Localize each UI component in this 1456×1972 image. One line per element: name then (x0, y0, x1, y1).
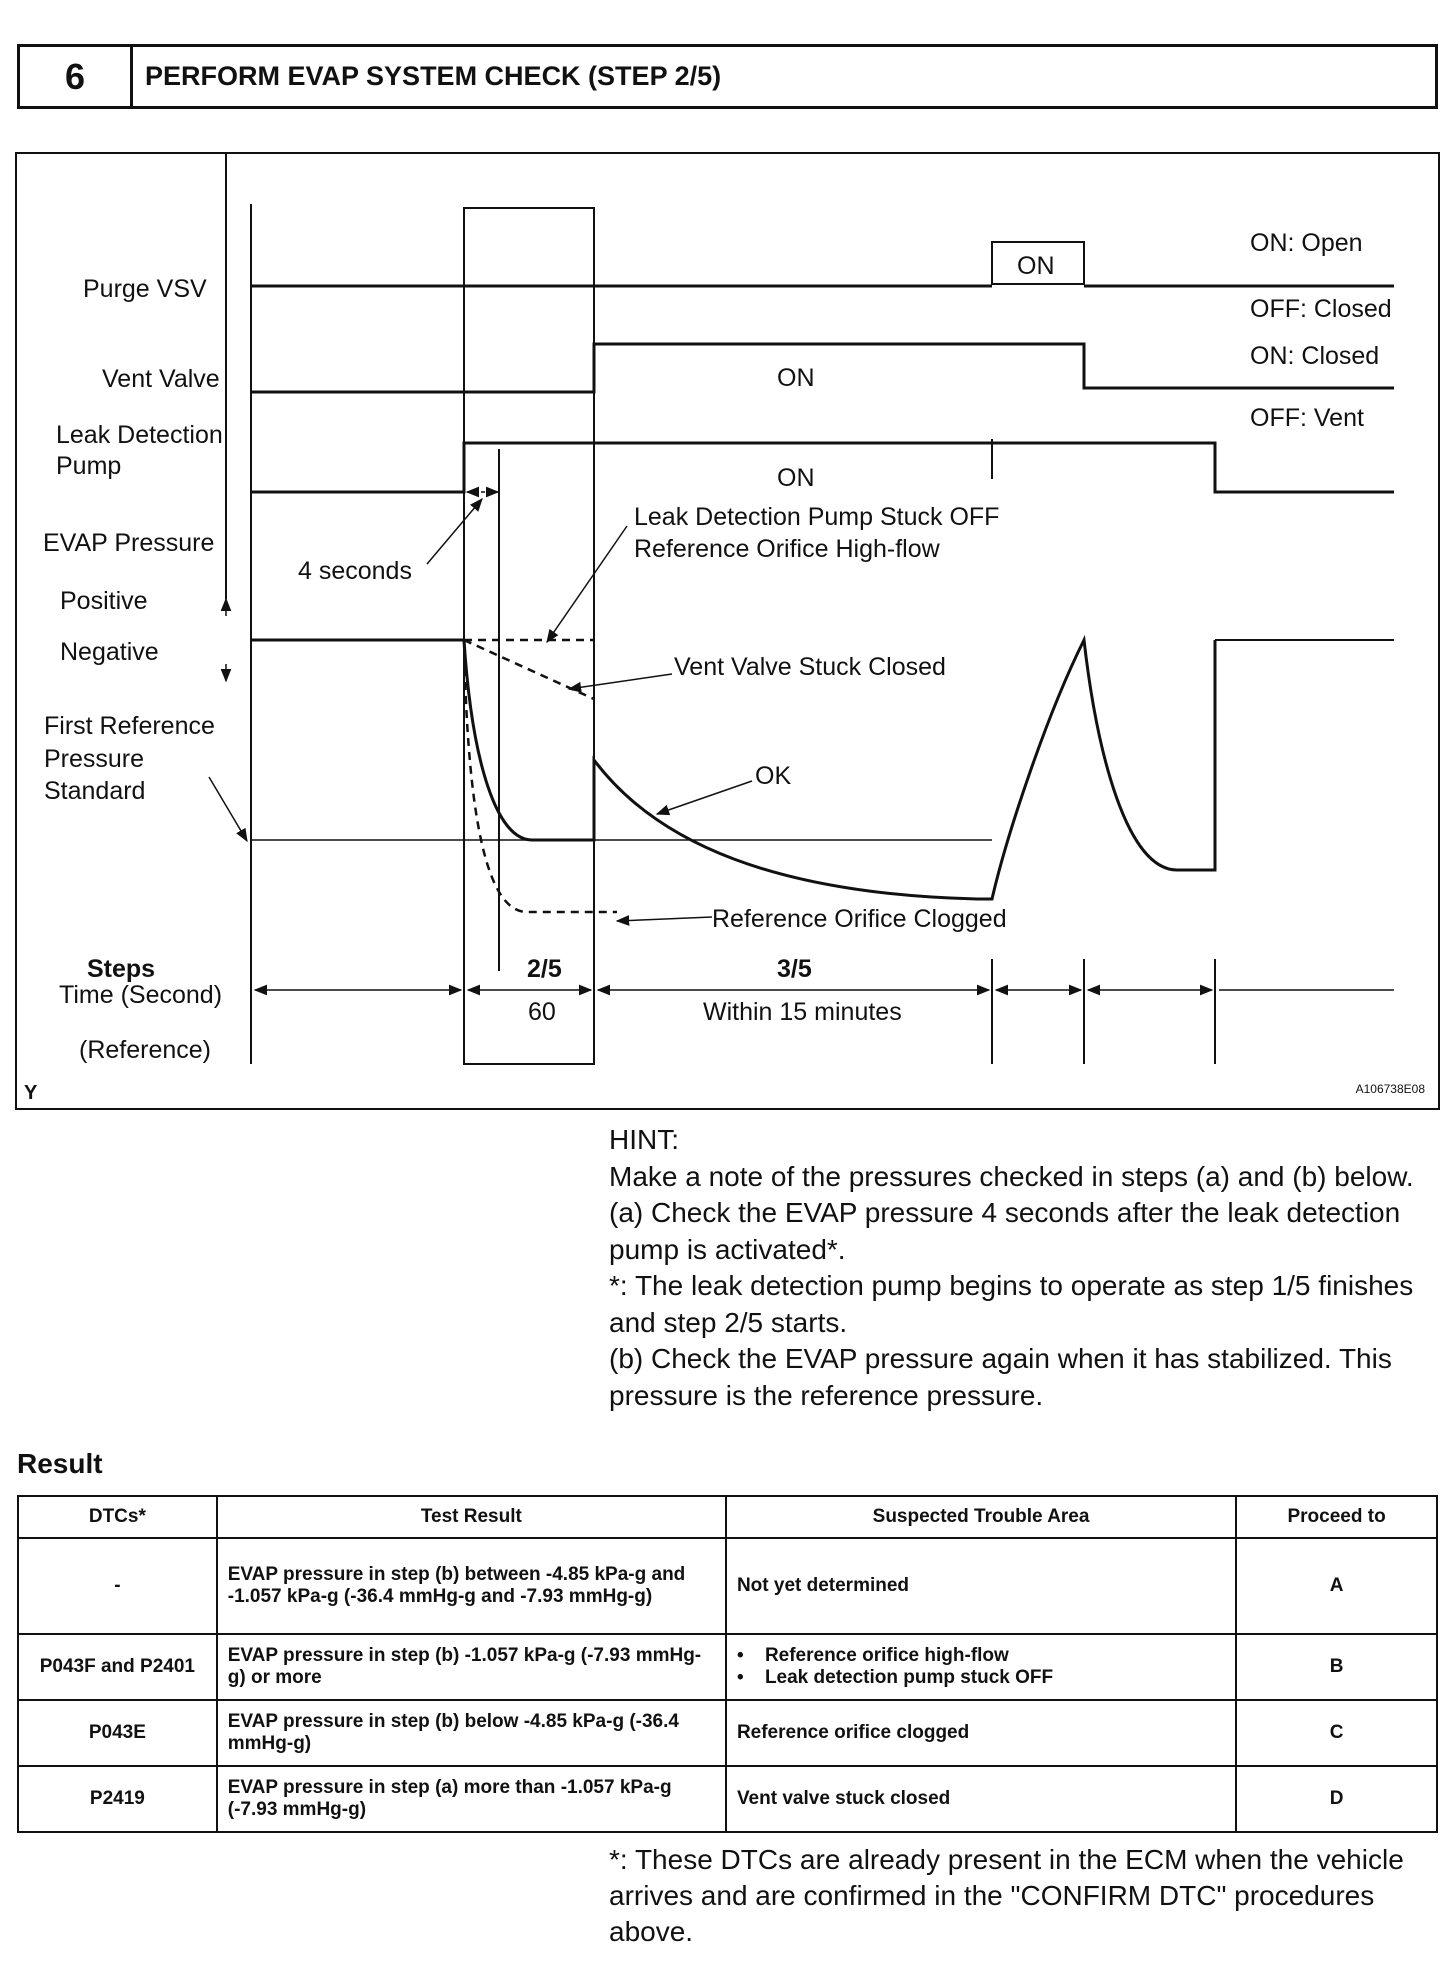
timing-diagram (15, 152, 1440, 1110)
hint-line-1: Make a note of the pressures checked in steps (a) and (b) below. (609, 1160, 1414, 1192)
col-test-result: Test Result (217, 1496, 726, 1538)
annotation-ok: OK (755, 762, 792, 790)
state-off-closed: OFF: Closed (1250, 295, 1392, 323)
table-row (18, 1634, 1437, 1700)
table-header-row (18, 1496, 1437, 1538)
cell-proceed: A (1236, 1538, 1437, 1634)
state-on-closed: ON: Closed (1250, 342, 1380, 370)
leak-pump-signal (251, 443, 1394, 492)
cell-dtc: - (18, 1538, 217, 1634)
cell-dtc: P043F and P2401 (18, 1634, 217, 1700)
time-2-label: 60 (528, 998, 556, 1026)
state-on-open: ON: Open (1250, 229, 1363, 257)
cell-proceed: C (1236, 1700, 1437, 1766)
table-row (18, 1538, 1437, 1634)
label-leak-pump-1: Leak Detection (56, 421, 223, 449)
vent-valve-signal (251, 344, 1394, 392)
step-number: 6 (20, 47, 133, 106)
label-time: Time (Second) (59, 981, 223, 1009)
cell-proceed: B (1236, 1634, 1437, 1700)
cell-area: Vent valve stuck closed (726, 1766, 1236, 1832)
label-steps: Steps (87, 955, 156, 983)
cell-test: EVAP pressure in step (a) more than -1.057 kPa-g (-7.93 mmHg-g) (217, 1766, 726, 1832)
step-title: PERFORM EVAP SYSTEM CHECK (STEP 2/5) (145, 61, 722, 91)
cell-test: EVAP pressure in step (b) -1.057 kPa-g (-7.93 mmHg-g) or more (217, 1634, 726, 1700)
pump-on-label: ON (777, 464, 815, 492)
label-positive: Positive (60, 587, 148, 615)
time-3-label: Within 15 minutes (703, 998, 902, 1026)
cell-test: EVAP pressure in step (b) between -4.85 kPa-g and -1.057 kPa-g (-36.4 mmHg-g and -7.93 mmHg-g) (217, 1538, 726, 1634)
cell-area (726, 1634, 1236, 1700)
table-row (18, 1700, 1437, 1766)
col-proceed-to: Proceed to (1236, 1496, 1437, 1538)
area-item: • Leak detection pump stuck OFF (755, 1667, 1225, 1689)
step-2-box (464, 208, 594, 1064)
label-first-ref-1: First Reference (44, 712, 215, 740)
col-trouble-area: Suspected Trouble Area (726, 1496, 1236, 1538)
cell-dtc: P043E (18, 1700, 217, 1766)
annotation-stuck-off-2: Reference Orifice High-flow (634, 535, 940, 563)
table-row (18, 1766, 1437, 1832)
annotation-four-seconds: 4 seconds (298, 557, 412, 585)
step-2-label: 2/5 (527, 955, 562, 983)
annotation-stuck-off-1: Leak Detection Pump Stuck OFF (634, 503, 1000, 531)
state-off-vent: OFF: Vent (1250, 404, 1364, 432)
annotation-clogged: Reference Orifice Clogged (712, 905, 1007, 933)
annotation-vent-stuck: Vent Valve Stuck Closed (674, 653, 946, 681)
label-leak-pump-2: Pump (56, 452, 122, 480)
area-item: • Reference orifice high-flow (755, 1645, 1225, 1667)
footnote: *: These DTCs are already present in the ECM when the vehicle arrives and are confirmed in the "CONFIRM DTC" procedures above. (609, 1844, 1404, 1947)
step-3-label: 3/5 (777, 955, 812, 983)
hint-line-4: (b) Check the EVAP pressure again when it has stabilized. This pressure is the reference pressure. (609, 1343, 1392, 1411)
purge-on-label: ON (1017, 252, 1055, 280)
step-header (17, 44, 1438, 109)
label-reference: (Reference) (79, 1036, 211, 1064)
col-dtcs: DTCs* (18, 1496, 217, 1538)
hint-line-3: *: The leak detection pump begins to operate as step 1/5 finishes and step 2/5 starts. (609, 1270, 1414, 1338)
cell-dtc: P2419 (18, 1766, 217, 1832)
result-table (17, 1495, 1438, 1833)
label-evap-pressure: EVAP Pressure (43, 529, 215, 557)
corner-y: Y (24, 1082, 38, 1104)
vent-stuck-curve (464, 640, 594, 699)
hint-title: HINT: (609, 1124, 679, 1155)
label-first-ref-2: Pressure (44, 745, 145, 773)
cell-test: EVAP pressure in step (b) below -4.85 kPa-g (-36.4 mmHg-g) (217, 1700, 726, 1766)
label-vent-valve: Vent Valve (102, 365, 220, 393)
label-first-ref-3: Standard (44, 777, 146, 805)
label-purge-vsv: Purge VSV (83, 275, 207, 303)
hint-line-2: (a) Check the EVAP pressure 4 seconds after the leak detection pump is activated*. (609, 1197, 1401, 1265)
cell-area: Reference orifice clogged (726, 1700, 1236, 1766)
label-negative: Negative (60, 638, 159, 666)
cell-proceed: D (1236, 1766, 1437, 1832)
cell-area: Not yet determined (726, 1538, 1236, 1634)
hint-section (609, 1122, 1429, 1414)
vent-on-label: ON (777, 364, 815, 392)
result-heading: Result (17, 1448, 103, 1479)
figure-code: A106738E08 (1355, 1082, 1425, 1096)
